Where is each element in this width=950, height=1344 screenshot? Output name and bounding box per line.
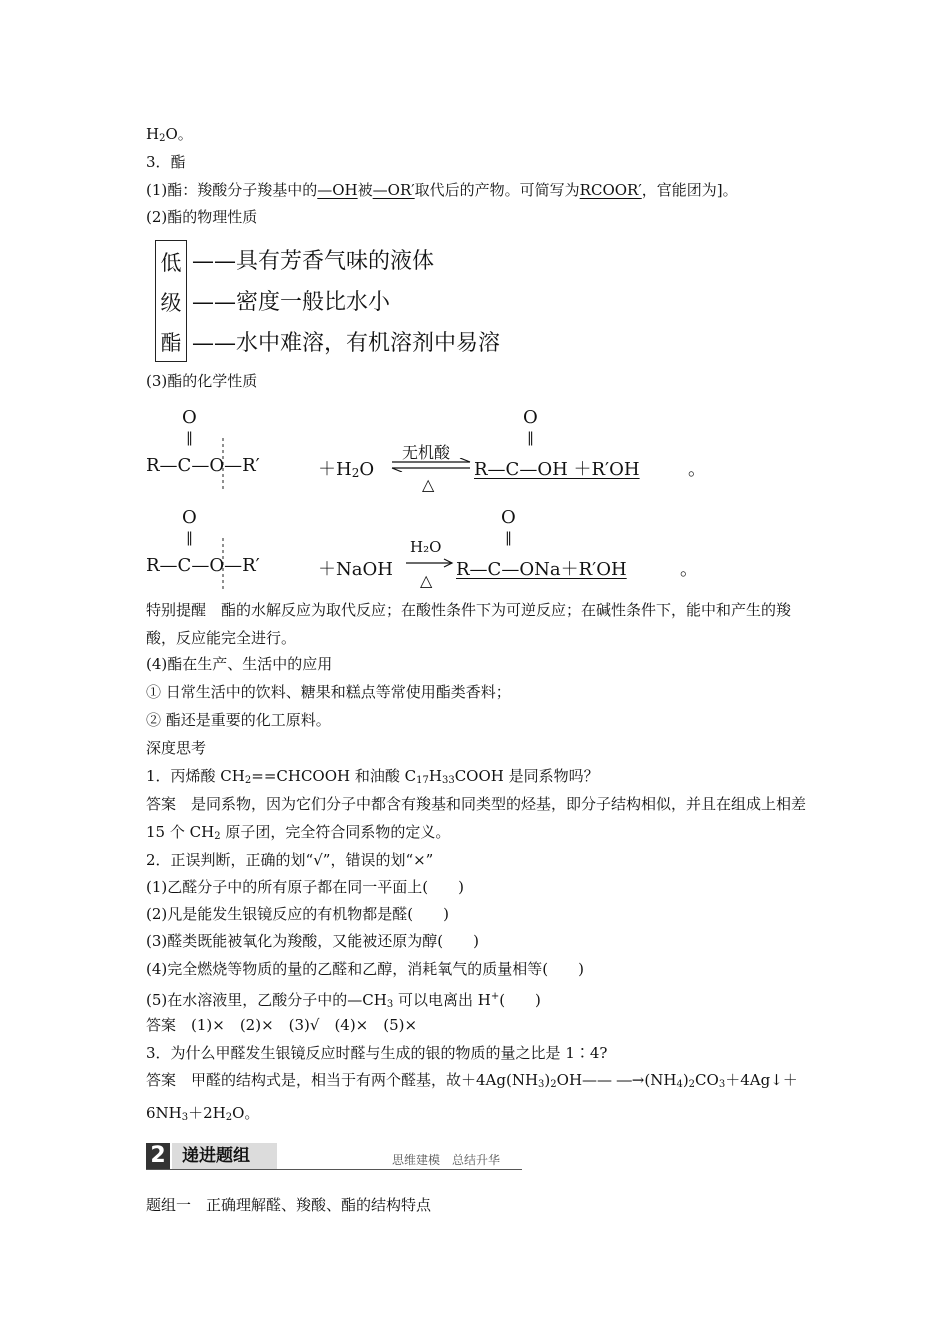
eq2-condition-top: H₂O: [410, 538, 442, 556]
text-frag: 1．丙烯酸 CH: [146, 767, 245, 785]
text-frag: H: [428, 767, 442, 785]
text-frag: O。: [165, 125, 193, 143]
text-frag: ( ): [499, 991, 541, 1009]
eq1-product-double-bond: ‖: [527, 430, 534, 446]
text-frag: ): [544, 1071, 551, 1089]
text-frag: 取代后的产物。可简写为: [414, 181, 580, 199]
box-char: 级: [160, 291, 182, 315]
text-frag: ，官能团为]。: [641, 181, 738, 199]
property-line: ——密度一般比水小: [192, 290, 391, 315]
text-frag: COOH 是同系物吗？: [454, 767, 599, 785]
subscript: 2: [159, 133, 166, 144]
text-frag: H: [146, 125, 160, 143]
text-frag: 被: [357, 181, 373, 199]
answer-3: [146, 1066, 814, 1132]
eq2-product: R—C—ONa＋R′OH: [456, 559, 627, 580]
subheading-chemical: (3)酯的化学性质: [146, 372, 258, 390]
section-title: 递进题组: [172, 1143, 277, 1169]
answer-blank: —OR′: [372, 181, 415, 199]
subscript: 2: [225, 1112, 233, 1123]
text-frag: CO: [695, 1071, 719, 1089]
subheading-application: (4)酯在生产、生活中的应用: [146, 655, 333, 673]
text-frag: 答案 是同系物，因为它们分子中都含有羧基和同类型的烃基，即分子结构相似，并且在组成上相差 15 个 CH: [146, 795, 807, 841]
application-item: ① 日常生活中的饮料、糖果和糕点等常使用酯类香料；: [146, 683, 511, 701]
subscript: 2: [214, 831, 221, 842]
answer-blank: —OH: [317, 181, 358, 199]
text-line: [146, 124, 193, 149]
answer-1: [146, 790, 814, 851]
subscript: 3: [181, 1112, 189, 1123]
special-tip: 特别提醒 酯的水解反应为取代反应；在酸性条件下为可逆反应；在碱性条件下，能中和产生的羧酸，反应能完全进行。: [146, 601, 792, 647]
question-1: [146, 766, 599, 791]
eq2-reactant: R—C—O—R′: [146, 555, 260, 576]
eq2-plus-naoh: ＋NaOH: [318, 559, 393, 580]
eq1-oxygen: O: [182, 407, 197, 428]
eq2-end: 。: [680, 559, 698, 580]
property-line: ——具有芳香气味的液体: [192, 249, 435, 274]
section-number: 2: [146, 1143, 170, 1169]
question-2: 2．正误判断，正确的划“√”，错误的划“×”: [146, 851, 434, 869]
subscript: 3: [538, 1079, 545, 1090]
reaction-arrow: [404, 558, 454, 568]
eq1-double-bond: ‖: [186, 430, 193, 446]
eq1-condition-top: 无机酸: [402, 443, 451, 462]
application-item: ② 酯还是重要的化工原料。: [146, 711, 331, 729]
subscript: 2: [688, 1079, 696, 1090]
subscript: 3: [386, 999, 394, 1010]
box-char: 低: [160, 251, 182, 275]
reversible-arrow: [390, 458, 472, 472]
text-frag: ==CHCOOH 和油酸 C: [251, 767, 417, 785]
text-frag: ): [682, 1071, 689, 1089]
property-line: ——水中难溶，有机溶剂中易溶: [192, 331, 501, 356]
text-frag: ＋2H: [188, 1104, 226, 1122]
text-frag: O。: [232, 1104, 260, 1122]
answer-2: 答案 (1)× (2)× (3)√ (4)× (5)×: [146, 1016, 418, 1034]
section-rule: [146, 1169, 522, 1170]
answer-blank: RCOOR′: [579, 181, 642, 199]
subscript: 2: [244, 775, 252, 786]
subscript: 17: [416, 775, 429, 786]
ester-definition: [146, 180, 738, 200]
text-frag: ＋4Ag↓＋6NH: [146, 1071, 798, 1122]
judgement-item: (2)凡是能发生银镜反应的有机物都是醛( ): [146, 905, 449, 923]
heading-ester: 3．酯: [146, 153, 186, 171]
text-frag: (5)在水溶液里，乙酸分子中的—CH: [146, 991, 387, 1009]
question-3: 3．为什么甲醛发生银镜反应时醛与生成的银的物质的量之比是 1∶4?: [146, 1044, 608, 1062]
text-frag: (1)酯：羧酸分子羧基中的: [146, 181, 318, 199]
eq2-product-double-bond: ‖: [505, 530, 512, 546]
eq1-reactant: R—C—O—R′: [146, 455, 260, 476]
subscript: 4: [676, 1079, 683, 1090]
text-frag: OH—— ―→(NH: [556, 1071, 677, 1089]
text-frag: 答案 甲醛的结构式是，相当于有两个醛基，故＋4Ag(NH: [146, 1071, 539, 1089]
eq1-condition-bottom: △: [422, 475, 435, 494]
eq2-oxygen: O: [182, 507, 197, 528]
judgement-item: (4)完全燃烧等物质的量的乙醛和乙醇，消耗氧气的质量相等( ): [146, 960, 584, 978]
text-frag: 原子团，完全符合同系物的定义。: [220, 823, 451, 841]
question-group-heading: 题组一 正确理解醛、羧酸、酯的结构特点: [146, 1196, 432, 1214]
subscript: 3: [718, 1079, 726, 1090]
subscript: 2: [550, 1079, 557, 1090]
subscript: 33: [441, 775, 455, 786]
superscript: +: [490, 991, 500, 1002]
eq1-plus-water: [318, 455, 374, 481]
eq2-condition-bottom: △: [420, 571, 433, 590]
deep-thinking-heading: 深度思考: [146, 739, 207, 757]
ester-box: [155, 240, 187, 362]
judgement-item: (1)乙醛分子中的所有原子都在同一平面上( ): [146, 878, 464, 896]
eq1-product-oxygen: O: [523, 407, 538, 428]
judgement-item: (3)醛类既能被氧化为羧酸，又能被还原为醇( ): [146, 932, 479, 950]
text-frag: ＋H: [318, 459, 352, 480]
box-char: 酯: [160, 331, 182, 355]
eq1-end: 。: [688, 459, 706, 480]
judgement-item: [146, 987, 541, 1015]
cleavage-dashed-line: [222, 538, 224, 590]
eq1-product: R—C—OH ＋R′OH: [474, 459, 640, 480]
section-subtitle: 思维建模 总结升华: [392, 1153, 501, 1167]
eq2-double-bond: ‖: [186, 530, 193, 546]
subheading-physical: (2)酯的物理性质: [146, 208, 258, 226]
eq2-product-oxygen: O: [501, 507, 516, 528]
text-frag: 可以电离出 H: [393, 991, 491, 1009]
subscript: 2: [351, 466, 360, 480]
text-frag: O: [359, 459, 375, 480]
cleavage-dashed-line: [222, 438, 224, 490]
